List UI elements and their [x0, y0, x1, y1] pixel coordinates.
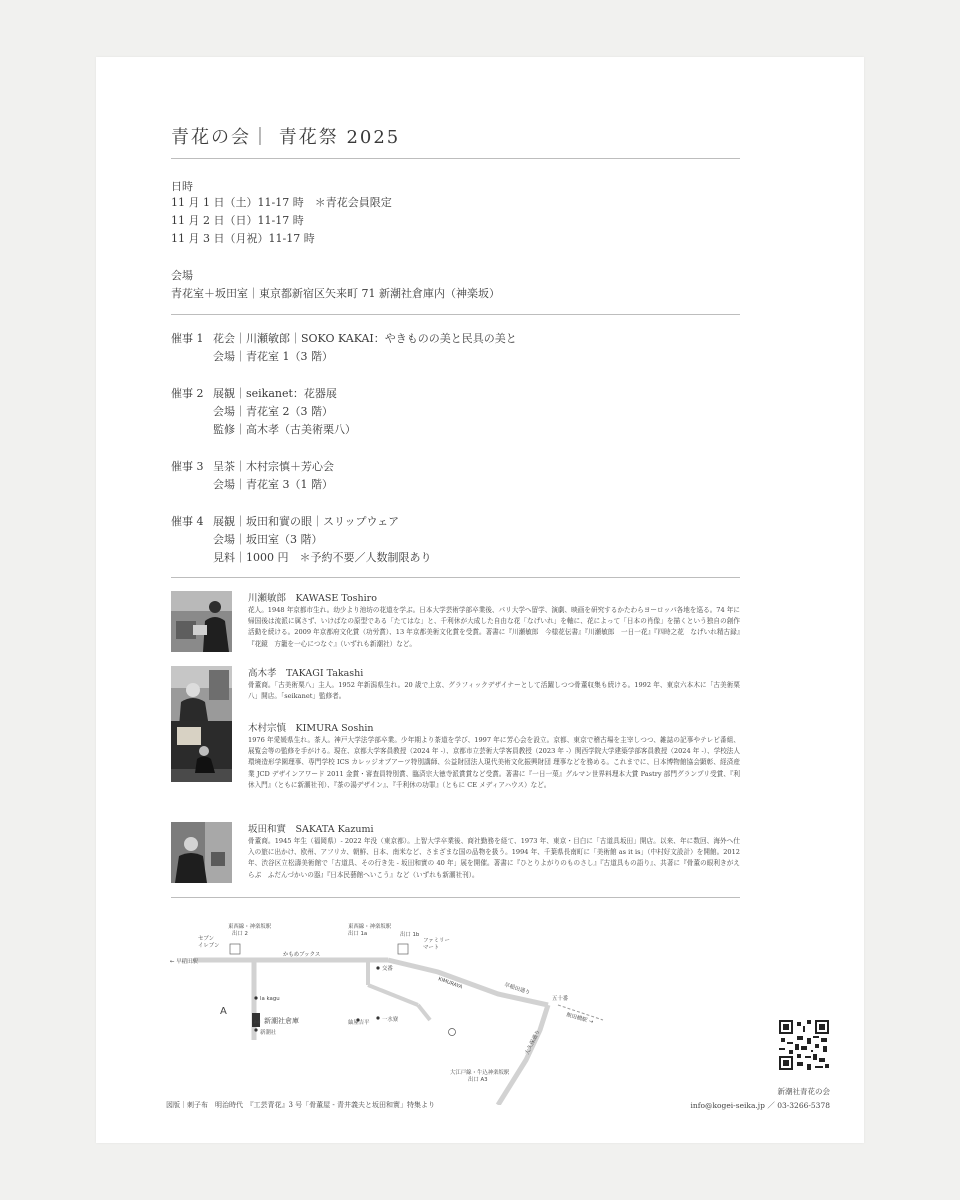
- map-label: 新潮: [254, 1020, 261, 1024]
- map-label: 大久保通り: [524, 1029, 542, 1056]
- map-label: 五十番: [552, 996, 569, 1002]
- event-line: 会場｜坂田室（3 階）: [213, 533, 323, 546]
- map-label: マート: [423, 945, 440, 951]
- map-label: 東西線・神楽坂駅: [348, 924, 392, 930]
- contact-info: info@kogei-seika.jp ／ 03-3266-5378: [690, 1101, 830, 1110]
- divider: [171, 314, 740, 315]
- portrait-photo-takagi: [171, 666, 232, 727]
- map-label: 大江戸線・牛込神楽坂駅: [450, 1070, 510, 1076]
- map-label: 出口 A3: [468, 1077, 488, 1083]
- map-label: ファミリー: [423, 938, 450, 944]
- map-label: ← 早稲田駅: [170, 959, 198, 965]
- map-label: 出口 1b: [400, 932, 420, 938]
- north-mark: A: [220, 1006, 227, 1017]
- bio-name: 木村宗慎 KIMURA Soshin: [248, 723, 374, 734]
- map-label: 飯田橋駅 →: [565, 1012, 594, 1026]
- event-line: 呈茶｜木村宗慎＋芳心会: [213, 460, 334, 473]
- divider: [171, 897, 740, 898]
- schedule-line: 11 月 1 日（土）11-17 時 ＊青花会員限定: [171, 196, 392, 209]
- map-label: 新潮社倉庫: [264, 1017, 299, 1025]
- venue-address: 青花室＋坂田室｜東京都新宿区矢来町 71 新潮社倉庫内（神楽坂）: [171, 287, 500, 300]
- page-title: 青花の会｜ 青花祭 2025: [171, 127, 401, 148]
- bio-text: 骨董商。「古美術栗八」主人。1952 年新潟県生れ。20 歳で上京、グラフィックデザイナーとして活躍しつつ骨董収集も続ける。1992 年、東京六本木に「古美術栗八」開店。「seikanet」監修者。: [248, 681, 740, 701]
- map-label: 紬屋吉平: [348, 1020, 370, 1026]
- map-label: 一水寮: [382, 1017, 399, 1023]
- organization-name: 新潮社青花の会: [777, 1087, 830, 1096]
- event-number: 催事 2: [171, 387, 204, 400]
- schedule-line: 11 月 2 日（日）11-17 時: [171, 214, 304, 227]
- map-label: 交番: [382, 966, 393, 972]
- map-label: 早稲田通り: [503, 982, 531, 997]
- portrait-photo-kawase: [171, 591, 232, 652]
- event-line: 花会｜川瀬敏郎｜SOKO KAKAI：やきものの美と民具の美と: [213, 332, 517, 345]
- portrait-photo-kimura: [171, 721, 232, 782]
- qr-code: [779, 1020, 829, 1070]
- divider: [171, 158, 740, 159]
- portrait-photo-sakata: [171, 822, 232, 883]
- bio-name: 高木孝 TAKAGI Takashi: [248, 668, 364, 679]
- venue-label: 会場: [171, 269, 193, 282]
- schedule-line: 11 月 3 日（月祝）11-17 時: [171, 232, 315, 245]
- bio-name: 川瀬敏郎 KAWASE Toshiro: [248, 593, 377, 604]
- map-label: KIMURAYA: [437, 976, 463, 991]
- event-line: 展観｜seikanet：花器展: [213, 387, 337, 400]
- event-line: 監修｜高木孝（古美術栗八）: [213, 423, 356, 436]
- bio-text: 1976 年愛媛県生れ。茶人。神戸大学法学部卒業。少年期より茶道を学び、1997 年に芳心会を設立。京都、東京で稽古場を主宰しつつ、雑誌の記事やテレビ番組、展覧会等の監修を手がける。現在、京都大学客員教授（2024 年 -）、京都市立芸術大学客員教授（2023 年 -）関西学院大学建築学部客員教授（2024 年 -）、学校法人環境造形学園理事、専門学校 ICS カレッジオブアーツ特別講師、公益財団法人現代美術文化振興財団 理事などを務める。これまでに、日本博物館協会顕彰、経済産業 JCD デザインアワード 2011 金賞・審査員特別賞、臨済宗大徳寺派賞賞など受賞。著書に『一日一菓』グルマン世界料理本大賞 Pastry 部門グランプリ受賞、『利休入門』（ともに新潮社刊）、『茶の湯デザイン』、『千利休の功罪』（ともに CE メディアハウス）など。: [248, 736, 740, 789]
- map-label: 出口 1a: [348, 931, 368, 937]
- map-label: かもめブックス: [283, 952, 321, 958]
- event-number: 催事 1: [171, 332, 204, 345]
- map-label: イレブン: [198, 943, 220, 949]
- event-line: 会場｜青花室 3（1 階）: [213, 478, 333, 491]
- map-label: 新潮社: [260, 1030, 277, 1036]
- bio-text: 花人。1948 年京都市生れ。幼少より池坊の花道を学ぶ。日本大学芸術学部卒業後、パリ大学へ留学、演劇、映画を研究するかたわらヨーロッパ各地を巡る。74 年に帰国後は流派に属さず、いけばなの原型である「たてはな」と、千利休が大成した自由な花「なげいれ」を軸に、花によって「日本の肖像」を描くという独自の創作活動を続ける。2009 年京都府文化賞（功労賞）、13 年京都美術文化賞を受賞。著書に『川瀬敏郎 今様花伝書』『川瀬敏郎 一日一花』『四時之花 なげいれ精古録』『花鏡 方籠を一心につなぐ』（いずれも新潮社）など。: [248, 606, 740, 648]
- schedule-label: 日時: [171, 180, 193, 193]
- event-line: 見料｜1000 円 ＊予約不要／人数制限あり: [213, 551, 432, 564]
- map-label: 出口 2: [232, 931, 248, 937]
- event-line: 展観｜坂田和實の眼｜スリップウェア: [213, 515, 400, 528]
- access-map: [168, 910, 648, 1105]
- bio-name: 坂田和實 SAKATA Kazumi: [248, 824, 374, 835]
- event-line: 会場｜青花室 2（3 階）: [213, 405, 333, 418]
- divider: [171, 577, 740, 578]
- image-credit: 図版｜刺子布 明治時代 『工芸青花』3 号「骨董屋 - 青井義夫と坂田和實」特集より: [166, 1101, 435, 1109]
- bio-text: 骨董商。1945 年生（福岡県）- 2022 年没（東京都）。上智大学卒業後、商社勤務を経て、1973 年、東京・目白に「古道具坂田」開店。以来、年に数回、海外へ仕入の旅に出かけ、欧州、アフリカ、朝鮮、日本、南米など、さまざまな国の品物を扱う。1994 年、千葉県長南町に「美術館 as it is」（中村好文設計）を開館。2012 年、渋谷区立松濤美術館で「古道具、その行き先 - 坂田和實の 40 年」展を開催。著書に『ひとりよがりのものさし』『古道具もの語り』、共著に『骨董の眼利きがえらぶ ふだんづかいの器』『日本民藝館へいこう』など（いずれも新潮社刊）。: [248, 837, 740, 879]
- flyer-sheet: [96, 57, 864, 1143]
- event-line: 会場｜青花室 1（3 階）: [213, 350, 333, 363]
- event-number: 催事 3: [171, 460, 204, 473]
- map-label: la kagu: [260, 996, 280, 1002]
- map-label: 東西線・神楽坂駅: [228, 924, 272, 930]
- map-label: セブン: [198, 936, 214, 942]
- event-number: 催事 4: [171, 515, 204, 528]
